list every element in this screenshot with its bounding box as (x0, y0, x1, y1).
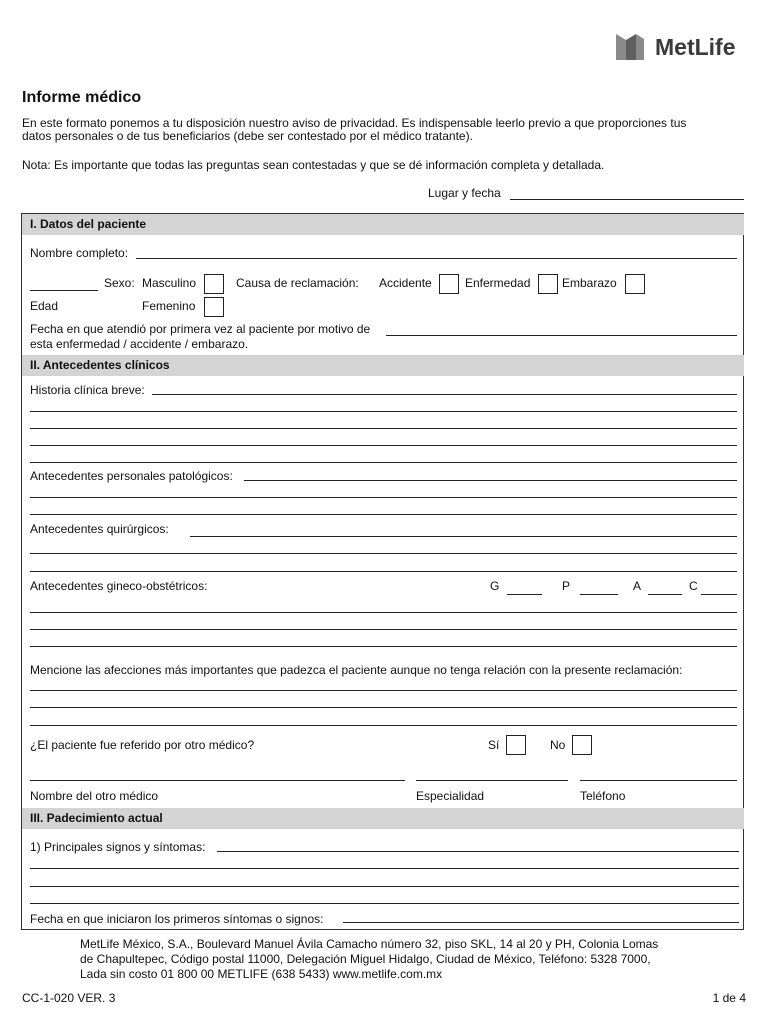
age-label: Edad (30, 299, 59, 313)
yes-checkbox[interactable] (506, 735, 526, 755)
metlife-logo-mark (616, 30, 648, 62)
first-attended-field[interactable] (386, 335, 737, 336)
symptoms-line-2[interactable] (30, 868, 739, 869)
pathological-label: Antecedentes personales patológicos: (30, 469, 233, 483)
symptoms-line-3[interactable] (30, 886, 739, 887)
yes-label: Sí (488, 738, 500, 752)
g-label: G (490, 579, 500, 593)
claim-cause-label: Causa de reclamación: (236, 276, 359, 290)
first-symptoms-label: Fecha en que iniciaron los primeros síntomas o signos: (30, 912, 324, 926)
first-symptoms-field[interactable] (343, 922, 739, 923)
accident-checkbox[interactable] (439, 274, 459, 294)
pregnancy-checkbox[interactable] (625, 274, 645, 294)
other-doctor-field[interactable] (30, 780, 405, 781)
brief-history-field[interactable] (152, 394, 737, 395)
page-number: 1 de 4 (712, 991, 746, 1005)
place-date-label: Lugar y fecha (428, 186, 501, 200)
no-label: No (550, 738, 566, 752)
footer-address-2: de Chapultepec, Código postal 11000, Delegación Miguel Hidalgo, Ciudad de México, Teléfono: 5328 7000, (80, 952, 651, 966)
surgical-field[interactable] (190, 536, 737, 537)
no-checkbox[interactable] (572, 735, 592, 755)
full-name-label: Nombre completo: (30, 246, 129, 260)
specialty-field[interactable] (416, 780, 568, 781)
page-title: Informe médico (22, 89, 142, 106)
illness-checkbox[interactable] (538, 274, 558, 294)
gyneco-label: Antecedentes gineco-obstétricos: (30, 579, 208, 593)
pathological-line-2[interactable] (30, 497, 737, 498)
g-field[interactable] (507, 594, 542, 595)
note-text: Nota: Es importante que todas las preguntas sean contestadas y que se dé información completa y detallada. (22, 158, 605, 172)
metlife-logo (616, 30, 748, 62)
pregnancy-label: Embarazo (562, 276, 617, 290)
accident-label: Accidente (379, 276, 432, 290)
sex-label: Sexo: (104, 276, 135, 290)
conditions-line-1[interactable] (30, 690, 737, 691)
brief-history-label: Historia clínica breve: (30, 383, 145, 397)
first-attended-label-2: esta enfermedad / accidente / embarazo. (30, 337, 249, 351)
gyneco-line-4[interactable] (30, 646, 737, 647)
a-label: A (633, 579, 642, 593)
place-date-field[interactable] (510, 199, 744, 200)
p-label: P (562, 579, 571, 593)
pathological-field[interactable] (244, 480, 737, 481)
conditions-line-3[interactable] (30, 725, 737, 726)
section-3-header: III. Padecimiento actual (22, 808, 744, 829)
phone-label: Teléfono (580, 789, 626, 803)
footer-address-3: Lada sin costo 01 800 00 METLIFE (638 5433) www.metlife.com.mx (80, 967, 443, 981)
c-label: C (689, 579, 698, 593)
age-field[interactable] (30, 290, 98, 291)
brief-history-line-2[interactable] (30, 411, 737, 412)
female-checkbox[interactable] (204, 297, 224, 317)
pathological-line-3[interactable] (30, 514, 737, 515)
brand-name: MetLife (655, 34, 736, 60)
symptoms-line-4[interactable] (30, 903, 739, 904)
form-code: CC-1-020 VER. 3 (22, 991, 116, 1005)
other-doctor-label: Nombre del otro médico (30, 789, 159, 803)
section-1-header: I. Datos del paciente (22, 214, 744, 235)
gyneco-line-3[interactable] (30, 629, 737, 630)
brief-history-line-4[interactable] (30, 445, 737, 446)
surgical-label: Antecedentes quirúrgicos: (30, 522, 169, 536)
brief-history-line-3[interactable] (30, 428, 737, 429)
a-field[interactable] (648, 594, 682, 595)
male-label: Masculino (142, 276, 197, 290)
symptoms-label: 1) Principales signos y síntomas: (30, 840, 206, 854)
p-field[interactable] (580, 594, 618, 595)
conditions-line-2[interactable] (30, 707, 737, 708)
specialty-label: Especialidad (416, 789, 485, 803)
phone-field[interactable] (580, 780, 737, 781)
c-field[interactable] (701, 594, 737, 595)
surgical-line-2[interactable] (30, 553, 737, 554)
footer-address-1: MetLife México, S.A., Boulevard Manuel Ávila Camacho número 32, piso SKL, 14 al 20 y PH, Colonia Lomas (80, 937, 659, 951)
referred-label: ¿El paciente fue referido por otro médico? (30, 738, 255, 752)
first-attended-label-1: Fecha en que atendió por primera vez al paciente por motivo de (30, 322, 371, 336)
gyneco-line-2[interactable] (30, 612, 737, 613)
symptoms-field[interactable] (217, 851, 739, 852)
female-label: Femenino (142, 299, 196, 313)
male-checkbox[interactable] (204, 274, 224, 294)
surgical-line-3[interactable] (30, 571, 737, 572)
intro-line-1: En este formato ponemos a tu disposición nuestro aviso de privacidad. Es indispensable leerlo previo a que proporciones tus (22, 116, 687, 130)
section-2-header: II. Antecedentes clínicos (22, 355, 744, 376)
brief-history-line-5[interactable] (30, 462, 737, 463)
full-name-field[interactable] (136, 258, 737, 259)
conditions-label: Mencione las afecciones más importantes que padezca el paciente aunque no tenga relación con la presente reclamación: (30, 663, 683, 677)
intro-line-2: datos personales o de tus beneficiarios (debe ser contestado por el médico tratante). (22, 129, 473, 143)
illness-label: Enfermedad (465, 276, 531, 290)
